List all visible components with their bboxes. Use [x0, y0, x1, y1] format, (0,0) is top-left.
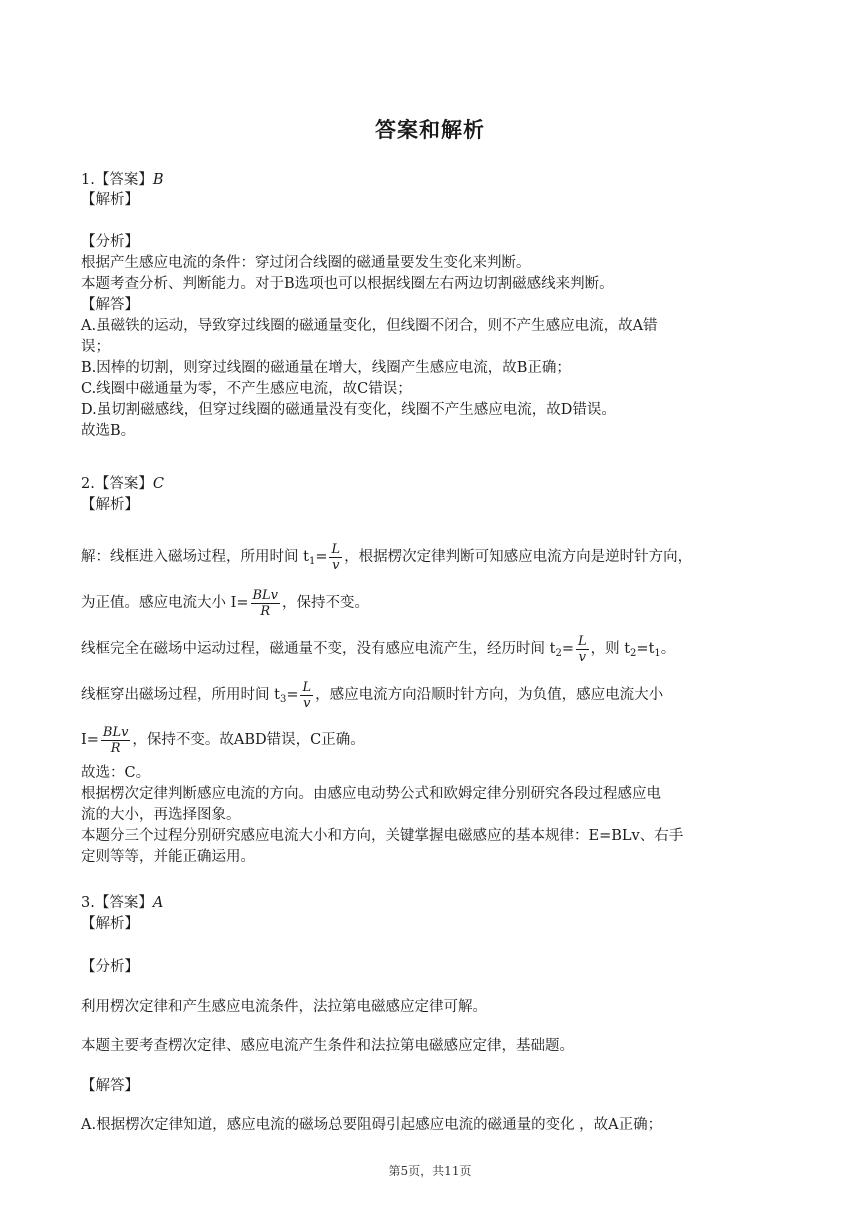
answer-value: A: [152, 895, 164, 911]
q1-fenxi: 【分析】: [81, 234, 139, 250]
q3-option-a: A.根据楞次定律知道，感应电流的磁场总要阻碍引起感应电流的磁通量的变化 ，故A正确；: [81, 1117, 663, 1133]
q2-paragraph-1: 解：线框进入磁场过程，所用时间 $t_1=$ $\frac{L}{v}$ ，根据楞次定律判断可知感应电流方向是逆时针方向，: [81, 541, 693, 573]
q3-analysis-2: 本题主要考查楞次定律、感应电流产生条件和法拉第电磁感应定律，基础题。: [81, 1038, 574, 1054]
q3-analysis-1: 利用楞次定律和产生感应电流条件，法拉第电磁感应定律可解。: [81, 999, 487, 1015]
answer-label: 2.【答案】: [81, 476, 153, 492]
q2-paragraph-4: 线框穿出磁场过程，所用时间 $t_3=$ $\frac{L}{v}$ ，感应电流方向沿顺时针方向，为负值，感应电流大小: [81, 679, 664, 711]
q2-jiexi: 【解析】: [81, 497, 139, 513]
q2-paragraph-3: 线框完全在磁场中运动过程，磁通量不变，没有感应电流产生，经历时间 $t_2=$ $\frac{L}{v}$ ，则 $t_2=t_1$。: [81, 633, 676, 665]
q1-choose: 故选B。: [81, 423, 136, 439]
q3-answer: [81, 893, 781, 913]
q1-jieda: 【解答】: [81, 297, 139, 313]
q1-answer: [81, 170, 781, 190]
answer-label: 1.【答案】: [81, 172, 153, 188]
fraction-BLv-over-R: $\frac{\text{BLv}}{R}$: [102, 724, 129, 756]
q3-jieda: 【解答】: [81, 1078, 139, 1094]
q2-summary-1: 根据楞次定律判断感应电流的方向。由感应电动势公式和欧姆定律分别研究各段过程感应电: [81, 786, 661, 802]
q1-option-a-line1: A.虽磁铁的运动，导致穿过线圈的磁通量变化，但线圈不闭合，则不产生感应电流，故A错: [81, 318, 658, 334]
q1-option-d: D.虽切割磁感线，但穿过线圈的磁通量没有变化，线圈不产生感应电流，故D错误。: [81, 402, 616, 418]
q2-paragraph-2: 为正值。感应电流大小 I= $\frac{\text{BLv}}{R}$ ，保持不变。: [81, 587, 370, 619]
q2-summary-2: 流的大小，再选择图象。: [81, 807, 241, 823]
q2-answer: [81, 474, 781, 494]
q2-choose: 故选：C。: [81, 765, 151, 781]
q1-option-b: B.因棒的切割，则穿过线圈的磁通量在增大，线圈产生感应电流，故B正确；: [81, 360, 571, 376]
fraction-L-over-v: $\frac{L}{v}$: [577, 633, 587, 665]
fraction-L-over-v: $\frac{L}{v}$: [302, 679, 312, 711]
q2-summary-4: 定则等等，并能正确运用。: [81, 849, 255, 865]
fraction-L-over-v: $\frac{L}{v}$: [331, 541, 341, 573]
q2-summary-3: 本题分三个过程分别研究感应电流大小和方向，关键掌握电磁感应的基本规律：E=BLv、右手: [81, 828, 684, 844]
answer-value: B: [152, 172, 164, 188]
answer-value: C: [152, 476, 164, 492]
q1-analysis-2: 本题考查分析、判断能力。对于B选项也可以根据线圈左右两边切割磁感线来判断。: [81, 276, 614, 292]
q3-fenxi: 【分析】: [81, 959, 139, 975]
fraction-BLv-over-R: $\frac{\text{BLv}}{R}$: [252, 587, 279, 619]
page-title: 答案和解析: [375, 118, 485, 142]
page-footer: 第5页，共11页: [388, 1164, 472, 1178]
q1-jiexi: 【解析】: [81, 192, 139, 208]
q1-option-a-line2: 误；: [81, 339, 110, 355]
answer-label: 3.【答案】: [81, 895, 153, 911]
q1-option-c: C.线圈中磁通量为零，不产生感应电流，故C错误；: [81, 381, 412, 397]
q1-analysis-1: 根据产生感应电流的条件：穿过闭合线圈的磁通量要发生变化来判断。: [81, 255, 531, 271]
q3-jiexi: 【解析】: [81, 916, 139, 932]
q2-paragraph-5: I= $\frac{\text{BLv}}{R}$ ，保持不变。故ABD错误，C正确。: [81, 724, 365, 756]
